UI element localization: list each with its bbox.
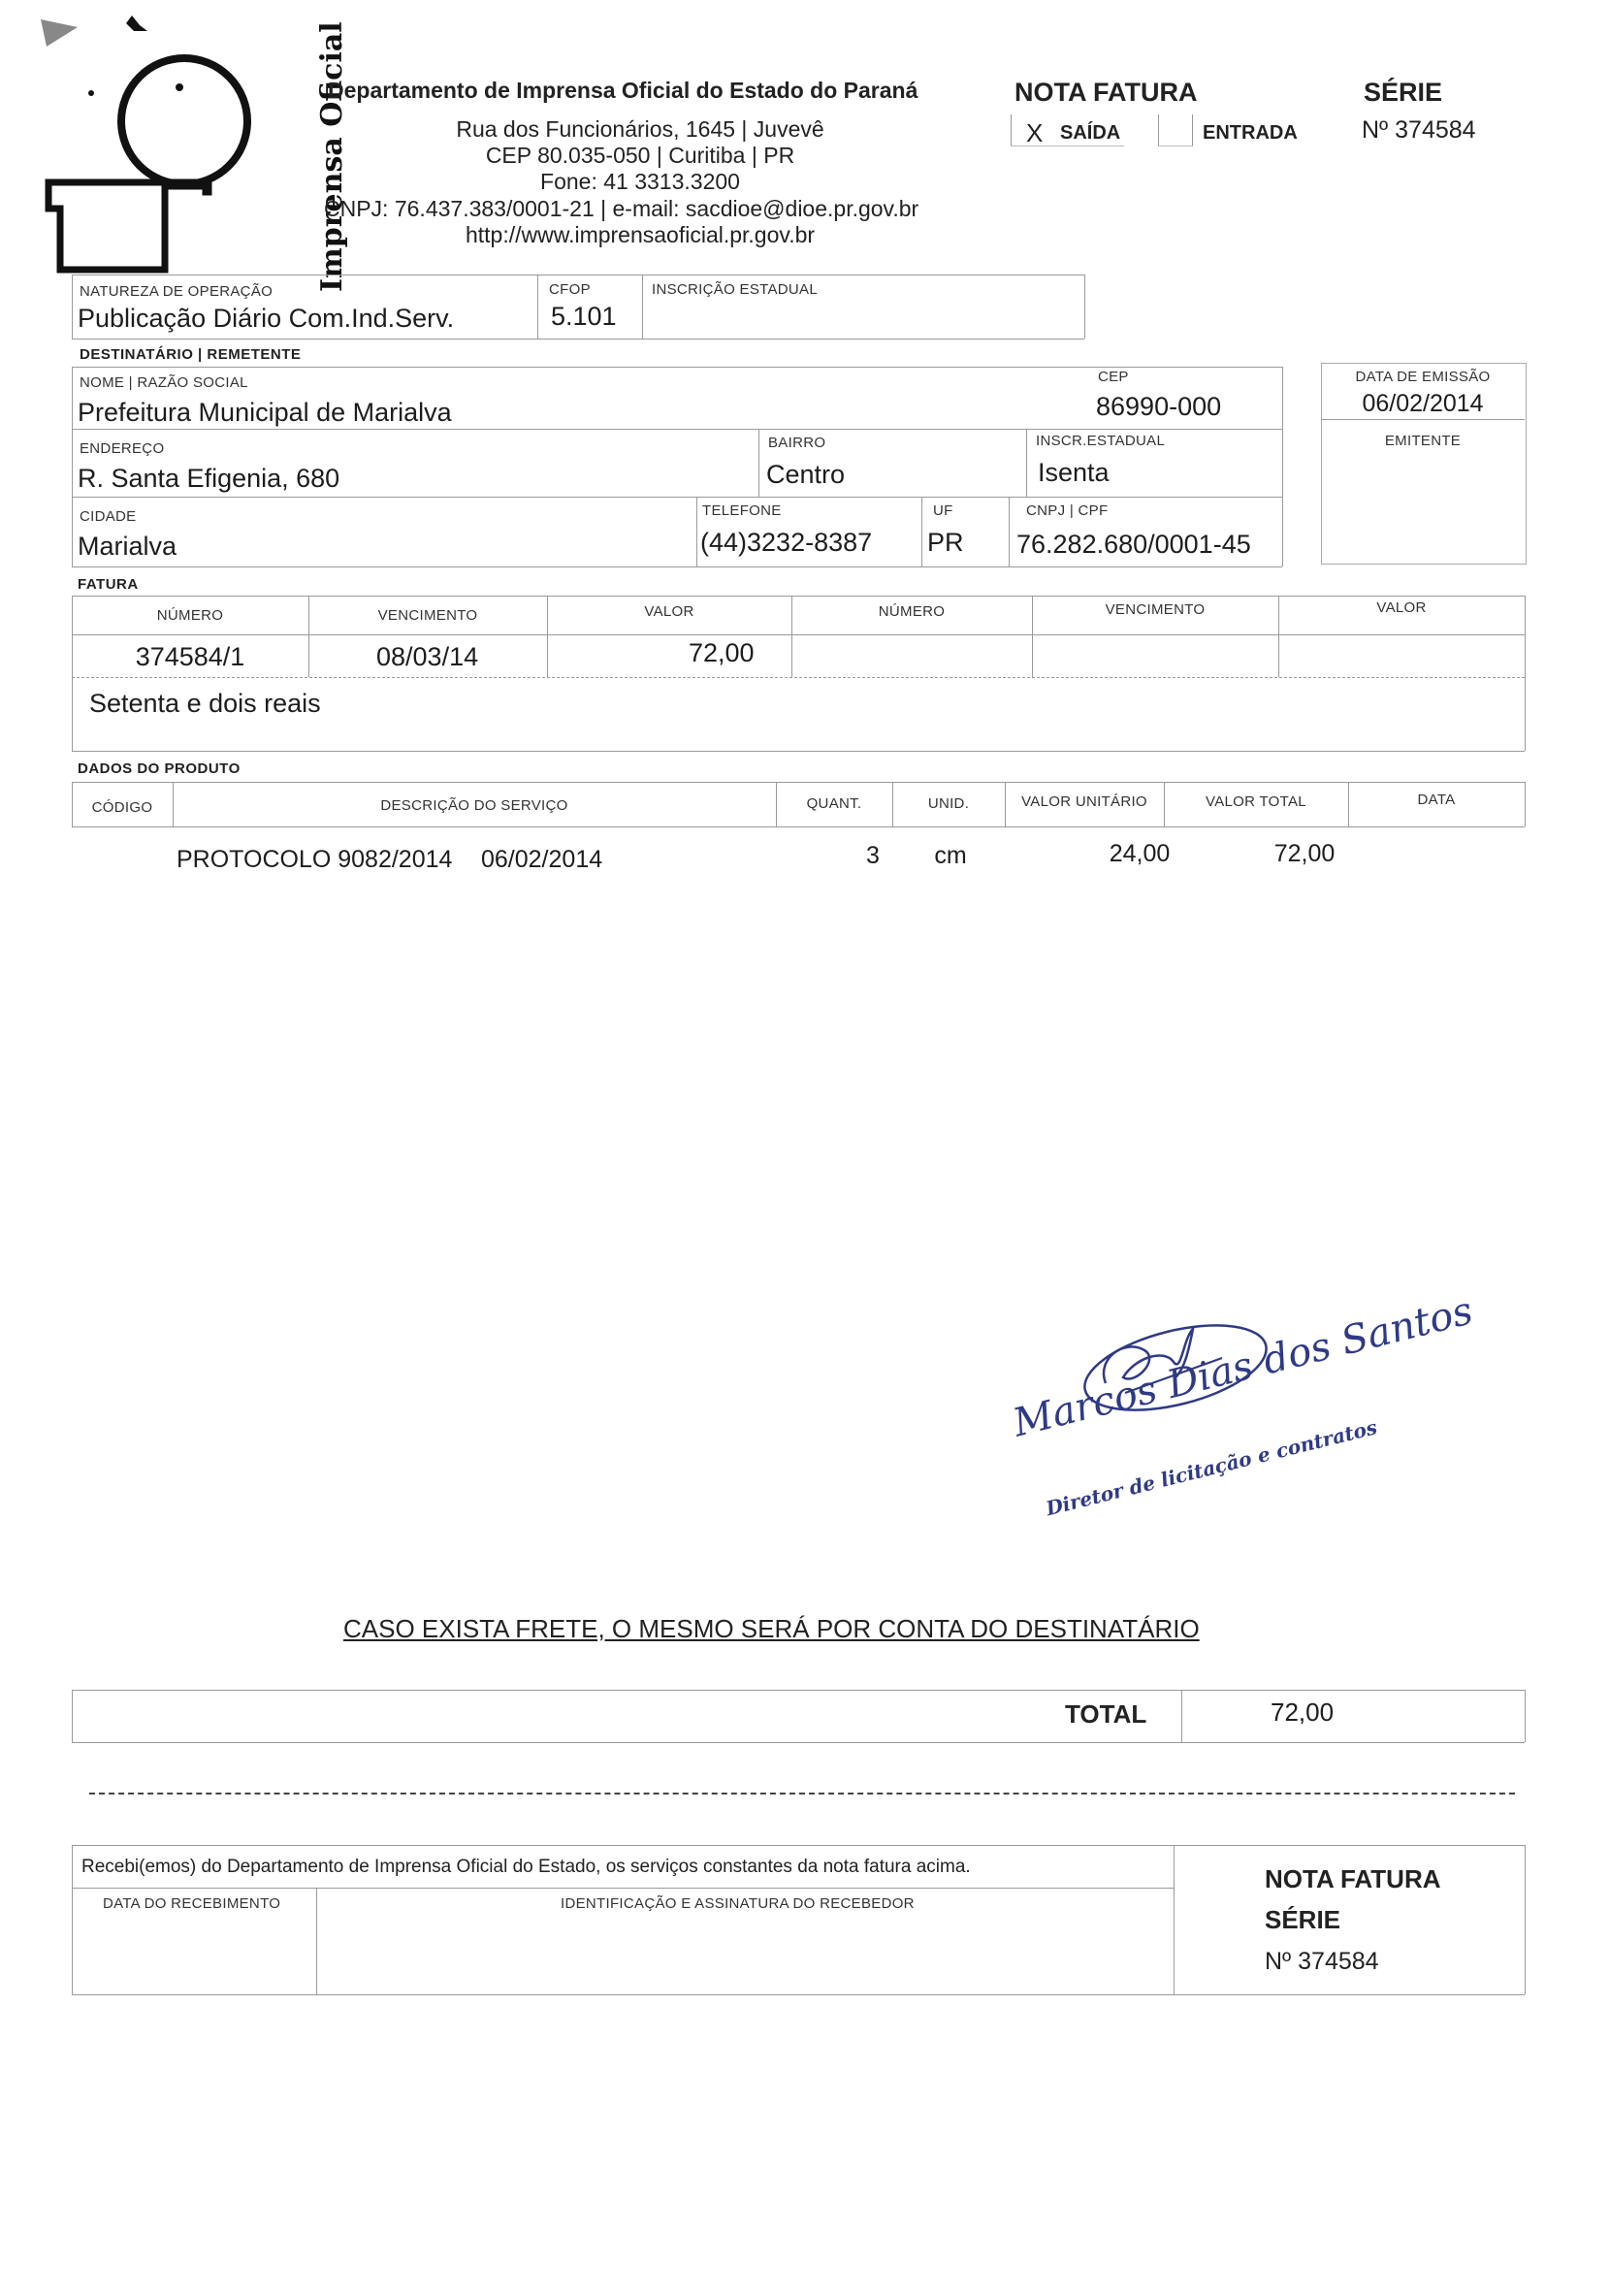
org-url: http://www.imprensaoficial.pr.gov.br	[465, 222, 816, 247]
saida-mark: X	[1026, 118, 1044, 147]
org-phone: Fone: 41 3313.3200	[540, 169, 740, 194]
inscr-estadual-value: Isenta	[1038, 458, 1110, 487]
doc-number: Nº 374584	[1362, 116, 1476, 144]
uf-value: PR	[927, 528, 964, 557]
produto-data-desc: 06/02/2014	[481, 846, 603, 873]
data-emissao-value: 06/02/2014	[1362, 390, 1484, 417]
fatura-vencimento-value: 08/03/14	[376, 642, 479, 671]
recibo-assinatura-label: IDENTIFICAÇÃO E ASSINATURA DO RECEBEDOR	[561, 1895, 915, 1912]
entrada-label: ENTRADA	[1203, 122, 1298, 144]
fatura-extenso: Setenta e dois reais	[89, 689, 321, 718]
logo-wordmark: Imprensa Oficial	[315, 21, 349, 292]
total-label: TOTAL	[1065, 1699, 1147, 1729]
serie-label: SÉRIE	[1364, 78, 1443, 107]
recibo-numero: Nº 374584	[1265, 1948, 1379, 1975]
produto-col-valor-unitario: VALOR UNITÁRIO	[1021, 793, 1147, 810]
cep-label: CEP	[1098, 369, 1129, 385]
fatura-numero-label-2: NÚMERO	[878, 603, 946, 620]
produto-descricao: PROTOCOLO 9082/2014	[177, 846, 453, 873]
total-value: 72,00	[1271, 1698, 1335, 1727]
fatura-numero-value: 374584/1	[135, 642, 245, 671]
produto-col-data: DATA	[1417, 792, 1456, 808]
produto-valor-total: 72,00	[1273, 840, 1336, 867]
fatura-vencimento-label: VENCIMENTO	[377, 607, 478, 624]
telefone-value: (44)3232-8387	[700, 528, 873, 557]
fatura-section-title: FATURA	[78, 576, 139, 593]
doc-title: NOTA FATURA	[1014, 78, 1198, 107]
fatura-valor-value: 72,00	[689, 638, 755, 667]
cnpj-cpf-label: CNPJ | CPF	[1026, 502, 1109, 519]
produto-col-codigo: CÓDIGO	[91, 799, 153, 816]
org-cnpj-email: CNPJ: 76.437.383/0001-21 | e-mail: sacdioe@dioe.pr.gov.br	[324, 196, 919, 221]
recibo-serie-label: SÉRIE	[1265, 1905, 1341, 1934]
saida-label: SAÍDA	[1060, 122, 1121, 144]
cnpj-cpf-value: 76.282.680/0001-45	[1016, 530, 1251, 559]
signature-name: Marcos Dias dos Santos	[1009, 1288, 1477, 1446]
produto-col-quant: QUANT.	[806, 795, 862, 812]
recibo-statement: Recebi(emos) do Departamento de Imprensa Oficial do Estado, os serviços constantes da nota fatura acima.	[81, 1857, 971, 1877]
produto-valor-unitario: 24,00	[1109, 840, 1171, 867]
produto-col-descricao: DESCRIÇÃO DO SERVIÇO	[380, 797, 568, 814]
natureza-label: NATUREZA DE OPERAÇÃO	[80, 283, 274, 300]
nome-value: Prefeitura Municipal de Marialva	[78, 398, 452, 427]
produto-col-valor-total: VALOR TOTAL	[1206, 793, 1306, 810]
org-cep: CEP 80.035-050 | Curitiba | PR	[485, 143, 795, 168]
natureza-value: Publicação Diário Com.Ind.Serv.	[78, 304, 455, 333]
cfop-value: 5.101	[551, 302, 617, 331]
org-address: Rua dos Funcionários, 1645 | Juvevê	[456, 116, 824, 142]
cidade-value: Marialva	[78, 532, 177, 561]
recibo-data-label: DATA DO RECEBIMENTO	[103, 1895, 281, 1912]
endereco-label: ENDEREÇO	[80, 440, 165, 457]
inscricao-estadual-label: INSCRIÇÃO ESTADUAL	[652, 281, 818, 298]
frete-note: CASO EXISTA FRETE, O MESMO SERÁ POR CONTA DO DESTINATÁRIO	[343, 1614, 1200, 1643]
uf-label: UF	[933, 502, 953, 519]
nome-label: NOME | RAZÃO SOCIAL	[80, 374, 248, 391]
cidade-label: CIDADE	[80, 508, 137, 525]
fatura-valor-label-2: VALOR	[1376, 599, 1427, 616]
org-name: Departamento de Imprensa Oficial do Estado do Paraná	[328, 78, 918, 103]
entrada-box	[1158, 114, 1193, 146]
bairro-value: Centro	[766, 460, 846, 489]
fatura-valor-label: VALOR	[644, 603, 694, 620]
cep-value: 86990-000	[1096, 392, 1222, 421]
cut-line	[89, 1793, 1515, 1795]
cfop-label: CFOP	[549, 281, 591, 298]
emitente-label: EMITENTE	[1384, 433, 1462, 449]
endereco-value: R. Santa Efigenia, 680	[78, 464, 340, 493]
destinatario-section-title: DESTINATÁRIO | REMETENTE	[80, 346, 302, 363]
fatura-vencimento-label-2: VENCIMENTO	[1105, 601, 1206, 618]
bairro-label: BAIRRO	[768, 435, 826, 451]
fatura-numero-label: NÚMERO	[156, 607, 224, 624]
telefone-label: TELEFONE	[702, 502, 782, 519]
data-emissao-label: DATA DE EMISSÃO	[1355, 369, 1491, 385]
produto-section-title: DADOS DO PRODUTO	[78, 760, 241, 777]
signature-title: Diretor de licitação e contratos	[1044, 1415, 1380, 1521]
inscr-estadual-label: INSCR.ESTADUAL	[1036, 433, 1166, 449]
produto-unid: cm	[934, 842, 967, 869]
recibo-doc-title: NOTA FATURA	[1265, 1864, 1441, 1893]
produto-col-unid: UNID.	[927, 795, 970, 812]
produto-quant: 3	[866, 842, 880, 869]
